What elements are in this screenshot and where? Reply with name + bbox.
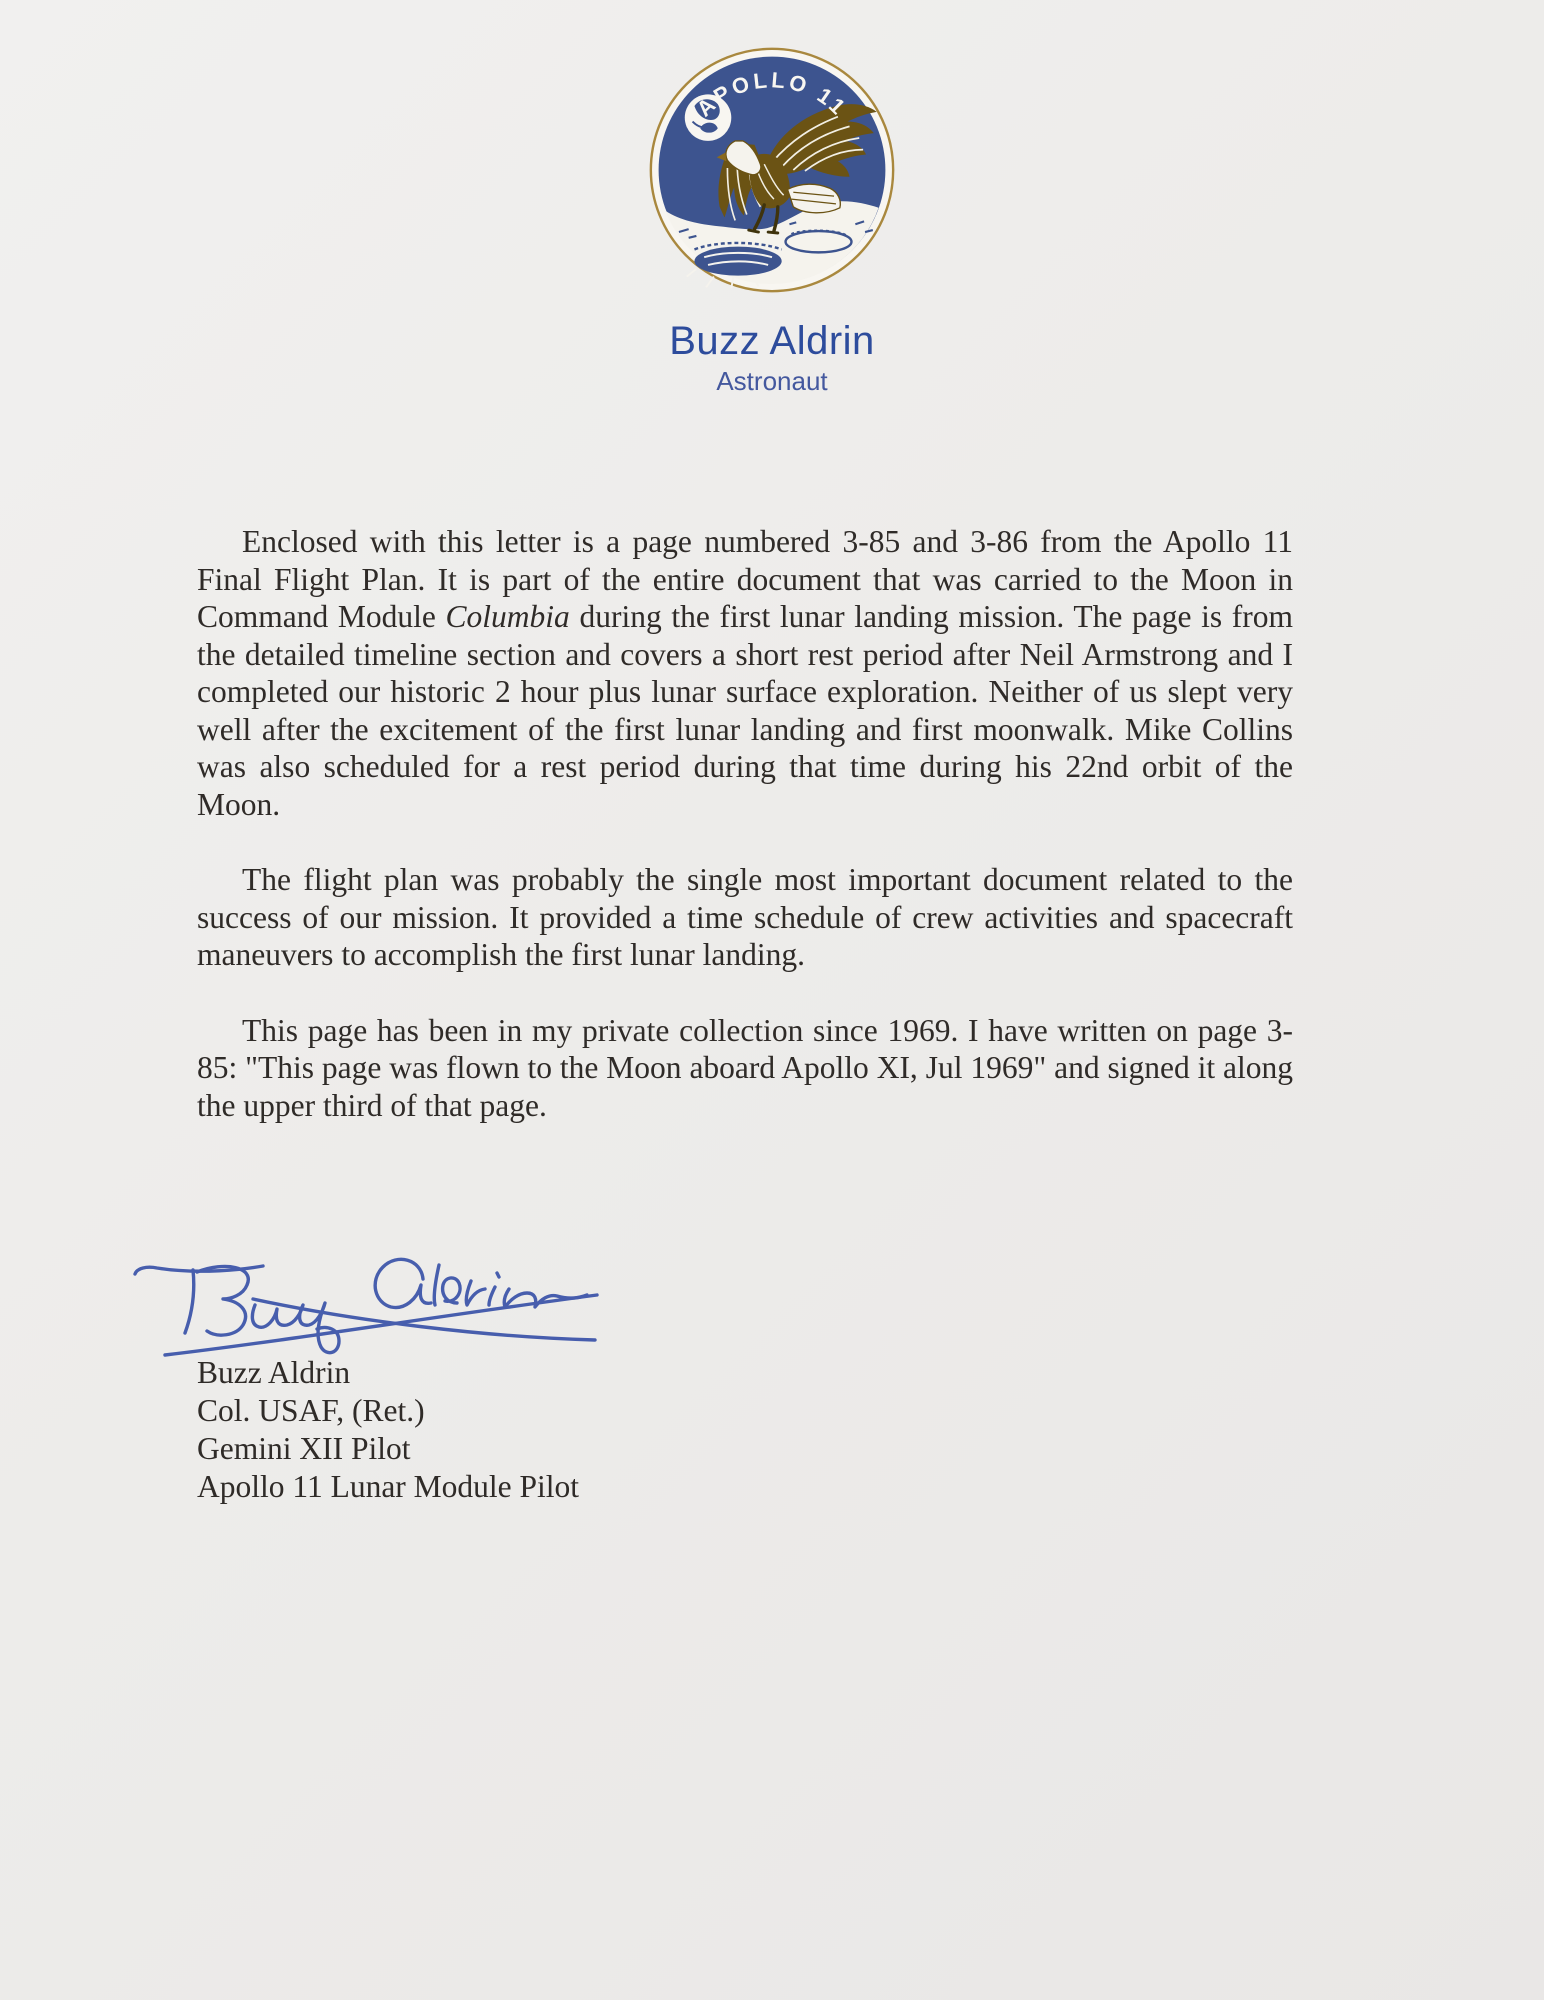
paragraph-3: This page has been in my private collection since 1969. I have written on page 3-85: "This page was flown to the Moon aboard Apollo XI, Jul 1969" and signed it along the upper third of that page.: [197, 1012, 1293, 1123]
signature-underline: [165, 1295, 597, 1355]
signature-block-apollo-role: Apollo 11 Lunar Module Pilot: [197, 1469, 580, 1504]
paragraph-1-text-start: Enclosed with this letter is a page numbered 3-85 and 3-86 from the Apollo 11 Final Flight Plan. It is part of the entire document that was carried to the Moon in Command Module: [197, 524, 1293, 634]
signature-block-gemini-role: Gemini XII Pilot: [197, 1431, 411, 1466]
handwritten-signature: [105, 1243, 605, 1368]
patch-arc-text: APOLLO 11: [691, 67, 853, 122]
letterhead-title: Astronaut: [716, 366, 828, 396]
signature-block: [197, 1354, 579, 1506]
signature-stroke: [197, 1266, 248, 1335]
apollo-11-mission-patch-icon: [646, 44, 898, 296]
signature-stroke: [185, 1270, 194, 1333]
signature-stroke: [252, 1303, 339, 1353]
signature-block-name: Buzz Aldrin: [197, 1355, 351, 1390]
paragraph-1-text-end: during the first lunar landing mission. The page is from the detailed timeline section and covers a short rest period after Neil Armstrong and I completed our historic 2 hour plus lunar surface exploration. Neither of us slept very well after the excitement of the first lunar landing and first moonwalk. Mike Collins was also scheduled for a rest period during that time during his 22nd orbit of the Moon.: [197, 599, 1293, 822]
paragraph-2: The flight plan was probably the single most important document related to the success of our mission. It provided a time schedule of crew activities and spacecraft maneuvers to accomplish the first lunar landing.: [197, 862, 1293, 972]
signature-block-rank: Col. USAF, (Ret.): [197, 1393, 425, 1428]
italic-columbia: Columbia: [445, 599, 570, 634]
letterhead-name: Buzz Aldrin: [669, 319, 875, 363]
paragraph-1: [197, 523, 1293, 823]
letter-body: [197, 523, 1293, 1162]
